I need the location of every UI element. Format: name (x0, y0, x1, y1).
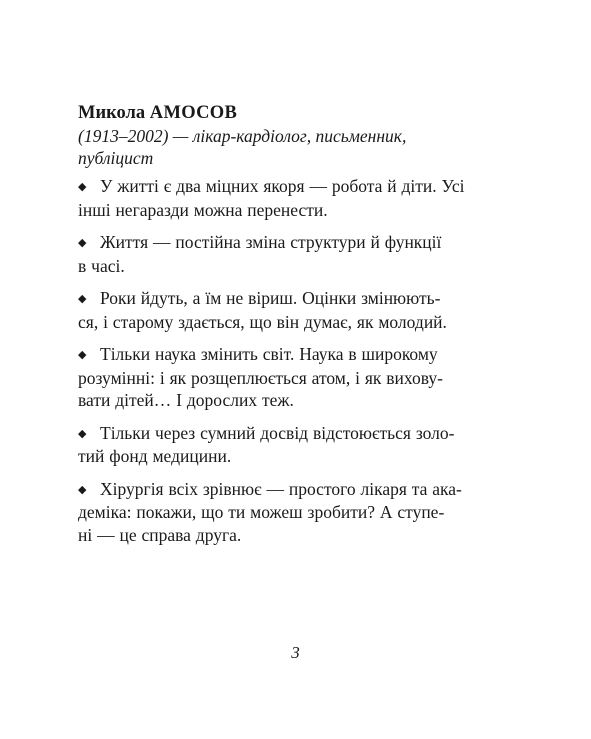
diamond-bullet-icon: ◆ (78, 426, 87, 440)
diamond-bullet-icon: ◆ (78, 292, 87, 305)
quote-text-line: Хірургія всіх зрівнює — простого лікаря та ака- (100, 478, 462, 499)
author-first-name: Микола (78, 103, 146, 123)
quote-item (78, 287, 476, 333)
quote-text-line: У житті є два міцних якоря — робота й діти. Усі (100, 176, 465, 196)
quote-text-line: ся, і старому здається, що він думає, як молодий. (78, 311, 447, 332)
author-name (78, 101, 476, 125)
quote-text-line: Тільки наука змінить світ. Наука в широкому (100, 344, 438, 364)
quote-item (78, 478, 476, 547)
quote-text-line: Життя — постійна зміна структури й функції (100, 232, 442, 252)
quote-item (78, 175, 476, 221)
quote-text-line: деміка: покажи, що ти можеш зробити? А ступе- (78, 502, 445, 522)
quote-text-line: інші негаразди можна перенести. (78, 199, 328, 220)
diamond-bullet-icon: ◆ (78, 482, 87, 496)
diamond-bullet-icon: ◆ (78, 348, 87, 361)
quote-text-line: розумінні: і як розщеплюється атом, і як вихову- (78, 367, 443, 388)
quote-text-line: вати дітей… І дорослих теж. (78, 390, 294, 410)
page-number: 3 (291, 643, 300, 662)
quote-item (78, 343, 476, 412)
author-description (78, 125, 476, 169)
diamond-bullet-icon: ◆ (78, 180, 87, 193)
quote-item (78, 422, 476, 468)
author-last-name: АМОСОВ (149, 103, 238, 123)
quote-text-line: Тільки через сумний досвід відстоюється золо- (100, 422, 455, 443)
quote-text-line: ні — це справа друга. (78, 524, 242, 545)
quote-item (78, 231, 476, 277)
quotes-list (78, 175, 476, 546)
page-content (78, 101, 476, 556)
quote-text-line: тий фонд медицини. (78, 446, 232, 466)
author-description-line: публіцист (78, 148, 154, 168)
quote-text-line: Роки йдуть, а їм не віриш. Оцінки змінюють- (100, 288, 441, 308)
diamond-bullet-icon: ◆ (78, 236, 87, 249)
author-description-line: (1913–2002) — лікар-кардіолог, письменник, (78, 126, 407, 146)
quote-text-line: в часі. (78, 255, 125, 276)
